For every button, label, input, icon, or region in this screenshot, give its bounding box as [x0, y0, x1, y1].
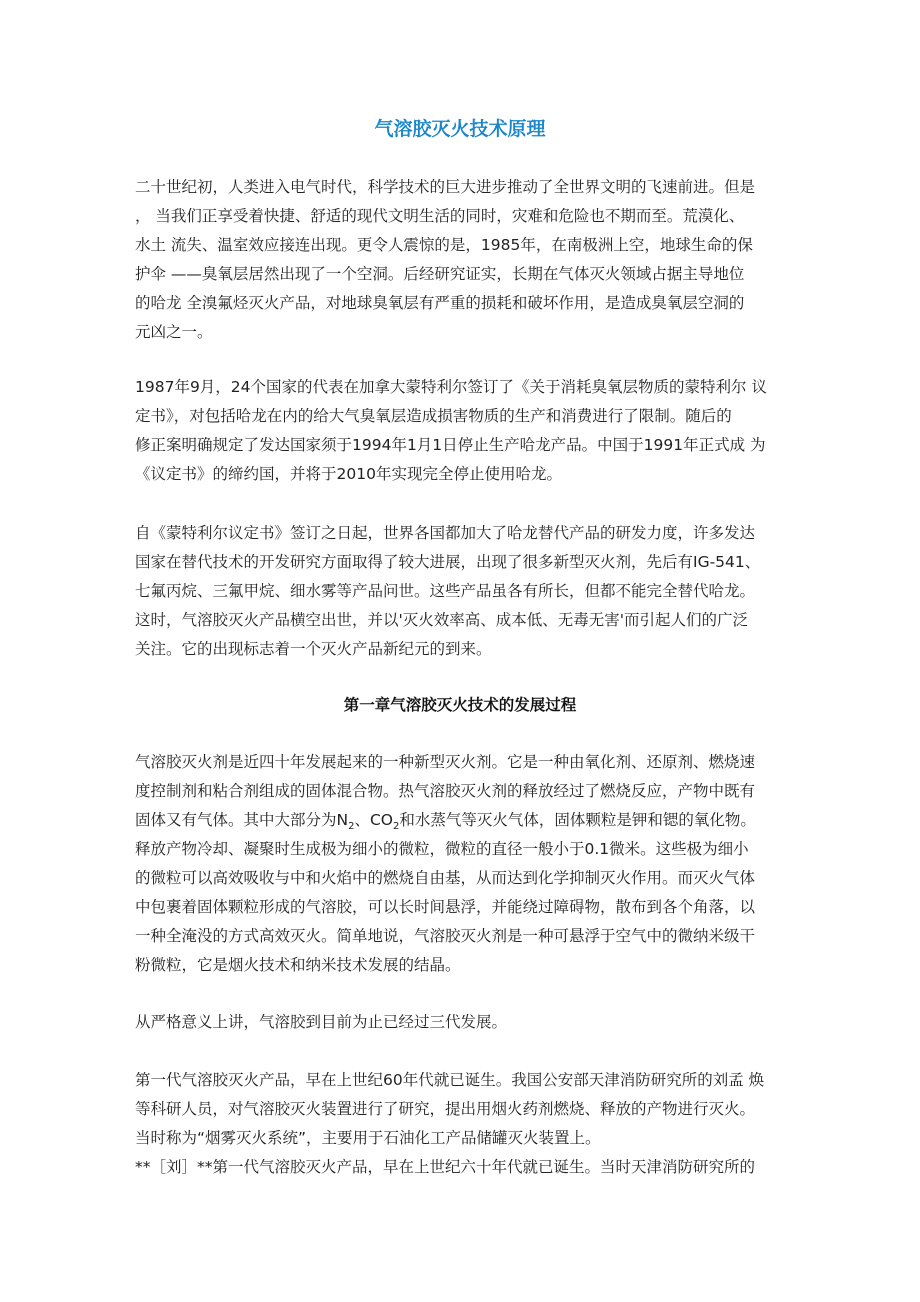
text-line: 自《蒙特利尔议定书》签订之日起，世界各国都加大了哈龙替代产品的研发力度，许多发达	[135, 524, 756, 542]
text-line: 从严格意义上讲，气溶胶到目前为止已经过三代发展。	[135, 1013, 508, 1031]
document-title: 气溶胶灭火技术原理	[374, 118, 546, 140]
text-line: 七氟丙烷、三氟甲烷、细水雾等产品问世。这些产品虽各有所长，但都不能完全替代哈龙。	[135, 582, 756, 600]
text-line: 护伞 ——臭氧层居然出现了一个空洞。后经研究证实，长期在气体灭火领域占据主导地位	[135, 265, 745, 283]
text-line: 修正案明确规定了发达国家须于1994年1月1日停止生产哈龙产品。中国于1991年正式成 为	[135, 436, 766, 454]
text-line-formula	[135, 806, 815, 835]
paragraph-first-generation	[135, 1066, 815, 1182]
text-line: 这时，气溶胶灭火产品横空出世，并以'灭火效率高、成本低、无毒无害'而引起人们的广泛	[135, 611, 749, 629]
text: 和水蒸气等灭火气体，固体颗粒是钾和锶的氧化物。	[399, 811, 756, 829]
text-line: 1987年9月，24个国家的代表在加拿大蒙特利尔签订了《关于消耗臭氧层物质的蒙特利尔 议	[135, 378, 767, 396]
paragraph-intro	[135, 173, 815, 347]
subscript: 2	[348, 821, 355, 833]
text-line: 中包裹着固体颗粒形成的气溶胶，可以长时间悬浮，并能绕过障碍物，散布到各个角落，以	[135, 898, 756, 916]
text-line: 定书》，对包括哈龙在内的给大气臭氧层造成损害物质的生产和消费进行了限制。随后的	[135, 407, 732, 425]
text-line: 气溶胶灭火剂是近四十年发展起来的一种新型灭火剂。它是一种由氧化剂、还原剂、燃烧速	[135, 753, 756, 771]
text: 固体又有气体。其中大部分为N	[135, 811, 349, 829]
text-line: **［刘］**第一代气溶胶灭火产品，早在上世纪六十年代就已诞生。当时天津消防研究所的	[135, 1158, 756, 1176]
text-line: 一种全淹没的方式高效灭火。简单地说，气溶胶灭火剂是一种可悬浮于空气中的微纳米级干	[135, 927, 756, 945]
paragraph-montreal	[135, 373, 815, 489]
paragraph-alternatives	[135, 519, 815, 664]
subscript: 2	[393, 821, 400, 833]
text: 、CO	[354, 811, 394, 829]
paragraph-chapter-body	[135, 748, 815, 980]
text-line: 的微粒可以高效吸收与中和火焰中的燃烧自由基，从而达到化学抑制灭火作用。而灭火气体	[135, 869, 756, 887]
text-line: 粉微粒，它是烟火技术和纳米技术发展的结晶。	[135, 956, 461, 974]
text-line: 二十世纪初，人类进入电气时代，科学技术的巨大进步推动了全世界文明的飞速前进。但是	[135, 178, 756, 196]
text-line: 当时称为“烟雾灭火系统”，主要用于石油化工产品储罐灭火装置上。	[135, 1129, 601, 1147]
text-line: 元凶之一。	[135, 323, 213, 341]
text-line: 等科研人员，对气溶胶灭火装置进行了研究，提出用烟火药剂燃烧、释放的产物进行灭火。	[135, 1100, 756, 1118]
text-line: 水土 流失、温室效应接连出现。更令人震惊的是，1985年，在南极洲上空，地球生命的保	[135, 236, 753, 254]
text-line: 度控制剂和粘合剂组成的固体混合物。热气溶胶灭火剂的释放经过了燃烧反应，产物中既有	[135, 782, 756, 800]
text-line: 的哈龙 全溴氟烃灭火产品，对地球臭氧层有严重的损耗和破坏作用，是造成臭氧层空洞的	[135, 294, 745, 312]
text-line: 关注。它的出现标志着一个灭火产品新纪元的到来。	[135, 640, 492, 658]
text-line: 《议定书》的缔约国，并将于2010年实现完全停止使用哈龙。	[135, 465, 562, 483]
text-line: 国家在替代技术的开发研究方面取得了较大进展，出现了很多新型灭火剂，先后有IG-541、	[135, 553, 761, 571]
text-line: ， 当我们正享受着快捷、舒适的现代文明生活的同时，灾难和危险也不期而至。荒漠化、	[135, 207, 745, 225]
paragraph-generations-intro	[135, 1008, 815, 1037]
chapter-heading: 第一章气溶胶灭火技术的发展过程	[343, 696, 577, 714]
text-line: 第一代气溶胶灭火产品，早在上世纪60年代就已诞生。我国公安部天津消防研究所的刘孟 焕	[135, 1071, 765, 1089]
text-line: 释放产物冷却、凝聚时生成极为细小的微粒，微粒的直径一般小于0.1微米。这些极为细小	[135, 840, 749, 858]
